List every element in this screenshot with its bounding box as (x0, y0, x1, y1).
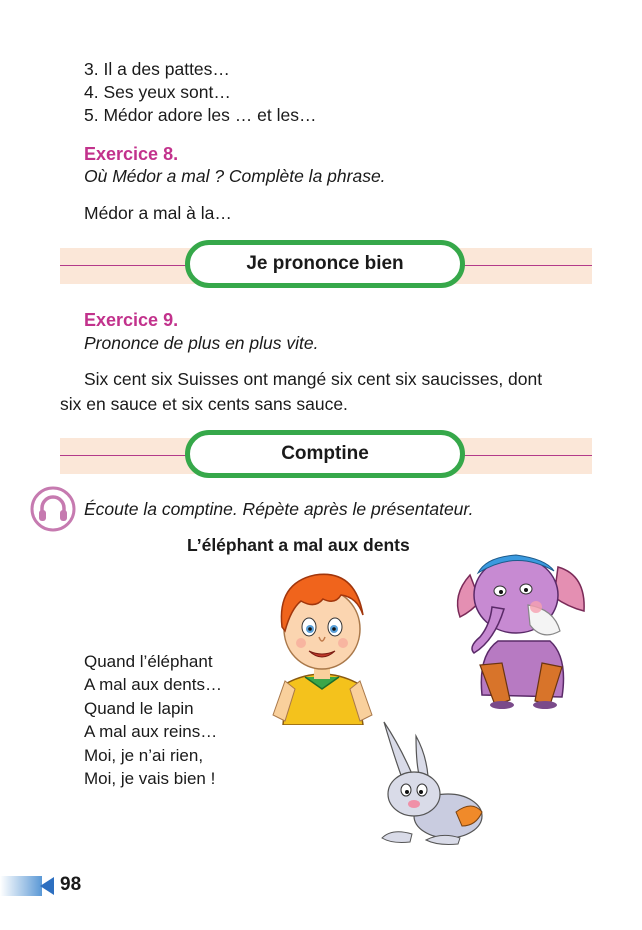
poem-title: L’éléphant a mal aux dents (187, 535, 410, 555)
boy-illustration (265, 565, 380, 725)
list-item-3: 3. Il a des pattes… (84, 59, 230, 79)
poem-line-4: A mal aux reins… (84, 722, 218, 741)
exercise-8-sentence: Médor a mal à la… (84, 203, 232, 223)
rabbit-illustration (372, 716, 490, 852)
page-marker-bar (0, 876, 42, 896)
poem-line-3: Quand le lapin (84, 699, 194, 718)
page-number: 98 (60, 874, 82, 895)
page-marker-arrow-icon (40, 877, 54, 895)
exercise-9-instruction: Prononce de plus en plus vite. (84, 333, 319, 353)
tongue-twister-line-1: Six cent six Suisses ont mangé six cent six saucisses, dont (84, 369, 543, 389)
poem-line-5: Moi, je n’ai rien, (84, 746, 204, 765)
section-title-pronunciation: Je prononce bien (185, 240, 465, 288)
exercise-9-title: Exercice 9. (84, 310, 179, 330)
list-item-4: 4. Ses yeux sont… (84, 82, 231, 102)
listen-instruction: Écoute la comptine. Répète après le présentateur. (84, 499, 474, 519)
section-title-comptine: Comptine (185, 430, 465, 478)
exercise-8-title: Exercice 8. (84, 144, 179, 164)
exercise-8-instruction: Où Médor a mal ? Complète la phrase. (84, 166, 386, 186)
elephant-illustration (450, 545, 590, 710)
poem-line-6: Moi, je vais bien ! (84, 769, 216, 788)
tongue-twister-line-2: six en sauce et six cents sans sauce. (60, 394, 348, 414)
poem-line-1: Quand l’éléphant (84, 652, 213, 671)
poem-line-2: A mal aux dents… (84, 675, 222, 694)
list-item-5: 5. Médor adore les … et les… (84, 105, 317, 125)
headphones-icon[interactable] (30, 486, 76, 532)
